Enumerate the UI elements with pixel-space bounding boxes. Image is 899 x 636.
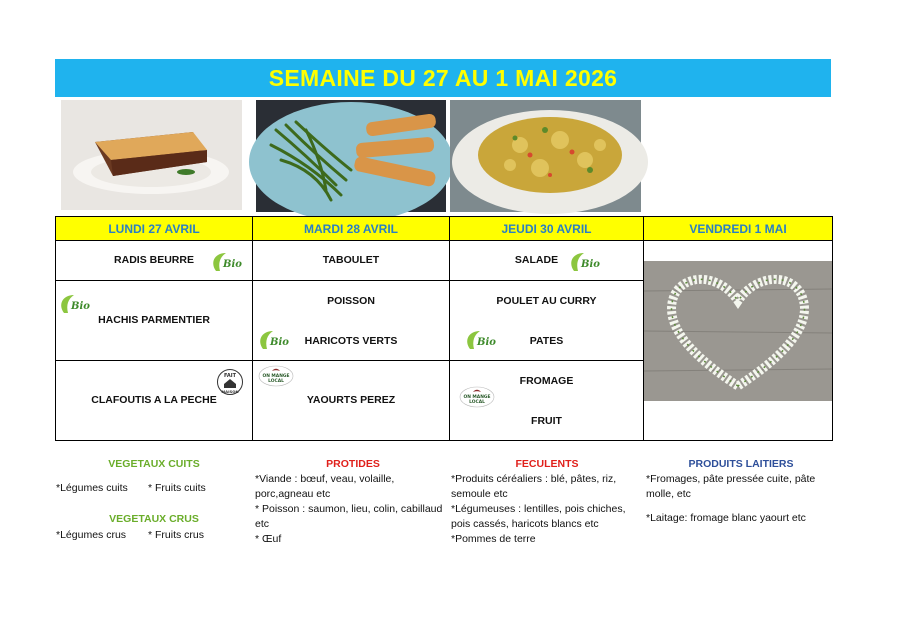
on-mange-local-icon: [459, 386, 495, 408]
header-mardi: MARDI 28 AVRIL: [253, 217, 450, 241]
svg-text:ON MANGE: ON MANGE: [463, 395, 491, 400]
legend-feculents-line: *Légumeuses : lentilles, pois chiches,: [451, 503, 626, 515]
poisson-haricots-photo: [256, 100, 446, 212]
legend-laitiers: [646, 457, 836, 526]
legend-protides-line: etc: [255, 518, 270, 530]
legend-protides-line: *Viande : bœuf, veau, volaille,: [255, 473, 395, 485]
mardi-accompagnement: HARICOTS VERTS: [304, 335, 398, 347]
mardi-entree-cell: [253, 241, 450, 281]
legend-vegetaux-cuits-item: * Fruits cuits: [148, 482, 206, 494]
legend-protides: [255, 457, 451, 547]
legend-vegetaux-crus-item: *Légumes crus: [56, 529, 127, 541]
lundi-dessert: CLAFOUTIS A LA PECHE: [91, 394, 217, 406]
lundi-entree-cell: [56, 241, 253, 281]
poulet-curry-photo: [450, 100, 641, 212]
legend-feculents-line: *Pommes de terre: [451, 533, 536, 545]
svg-text:Bio: Bio: [477, 337, 496, 348]
fait-maison-icon: [216, 368, 244, 396]
menu-table: [55, 216, 833, 441]
legend-laitiers-line: *Fromages, pâte pressée cuite, pâte: [646, 473, 816, 485]
jeudi-plat: POULET AU CURRY: [496, 295, 597, 307]
svg-text:ON MANGE: ON MANGE: [262, 374, 290, 379]
lundi-plat-cell: [56, 281, 253, 361]
svg-text:Bio: Bio: [270, 337, 289, 348]
page-title: SEMAINE DU 27 AU 1 MAI 2026: [268, 64, 618, 91]
legend-feculents-line: semoule etc: [451, 488, 508, 500]
jeudi-dessert: FRUIT: [531, 415, 562, 427]
svg-text:Bio: Bio: [581, 259, 600, 270]
mardi-dessert: YAOURTS PEREZ: [306, 394, 396, 406]
legend-laitiers-line: molle, etc: [646, 488, 691, 500]
jeudi-entree: SALADE: [514, 254, 559, 266]
hachis-parmentier-photo: [61, 100, 242, 210]
svg-text:FAIT: FAIT: [224, 373, 236, 379]
heart-flowers-image: [644, 261, 832, 401]
header-lundi: LUNDI 27 AVRIL: [56, 217, 253, 241]
mardi-plat-cell: [253, 281, 450, 361]
jeudi-entree-cell: [450, 241, 644, 281]
legend-laitiers-title: PRODUITS LAITIERS: [688, 458, 794, 470]
title-bar: [55, 59, 831, 97]
lundi-dessert-cell: [56, 361, 253, 441]
svg-text:LOCAL: LOCAL: [268, 379, 284, 384]
legend-protides-line: * Œuf: [255, 533, 282, 545]
svg-text:LOCAL: LOCAL: [469, 400, 485, 405]
legend-feculents: [451, 457, 643, 547]
jeudi-plat-cell: [450, 281, 644, 361]
legend-protides-line: porc,agneau etc: [255, 488, 331, 500]
svg-text:Bio: Bio: [71, 301, 90, 312]
header-jeudi: JEUDI 30 AVRIL: [450, 217, 644, 241]
legend-protides-title: PROTIDES: [326, 458, 380, 470]
bio-label-icon: [210, 249, 240, 275]
on-mange-local-icon: [258, 365, 294, 387]
svg-text:MAISON: MAISON: [221, 389, 239, 394]
vendredi-cell: [644, 241, 833, 441]
bio-label-icon: [568, 249, 598, 275]
legend-feculents-line: *Produits céréaliers : blé, pâtes, riz,: [451, 473, 617, 485]
mardi-plat: POISSON: [327, 295, 375, 307]
legend-laitiers-line: *Laitage: fromage blanc yaourt etc: [646, 512, 806, 524]
svg-text:Bio: Bio: [223, 259, 242, 270]
jeudi-accompagnement: PATES: [529, 335, 564, 347]
jeudi-fromage: FROMAGE: [519, 375, 574, 387]
jeudi-dessert-cell: [450, 361, 644, 441]
legend-feculents-title: FECULENTS: [515, 458, 579, 470]
legend-vegetaux-crus-title: VEGETAUX CRUS: [109, 513, 199, 525]
legend-vegetaux-crus-item: * Fruits crus: [148, 529, 205, 541]
mardi-entree: TABOULET: [322, 254, 380, 266]
legend-vegetaux-cuits-item: *Légumes cuits: [56, 482, 128, 494]
mardi-dessert-cell: [253, 361, 450, 441]
header-vendredi: VENDREDI 1 MAI: [644, 217, 833, 241]
legend-protides-line: * Poisson : saumon, lieu, colin, cabillaud: [255, 503, 443, 515]
legend-vegetaux: [56, 457, 252, 543]
lundi-entree: RADIS BEURRE: [114, 254, 194, 266]
legend-vegetaux-cuits-title: VEGETAUX CUITS: [108, 458, 200, 470]
lundi-plat: HACHIS PARMENTIER: [98, 314, 210, 326]
legend-feculents-line: pois cassés, haricots blancs etc: [451, 518, 599, 530]
